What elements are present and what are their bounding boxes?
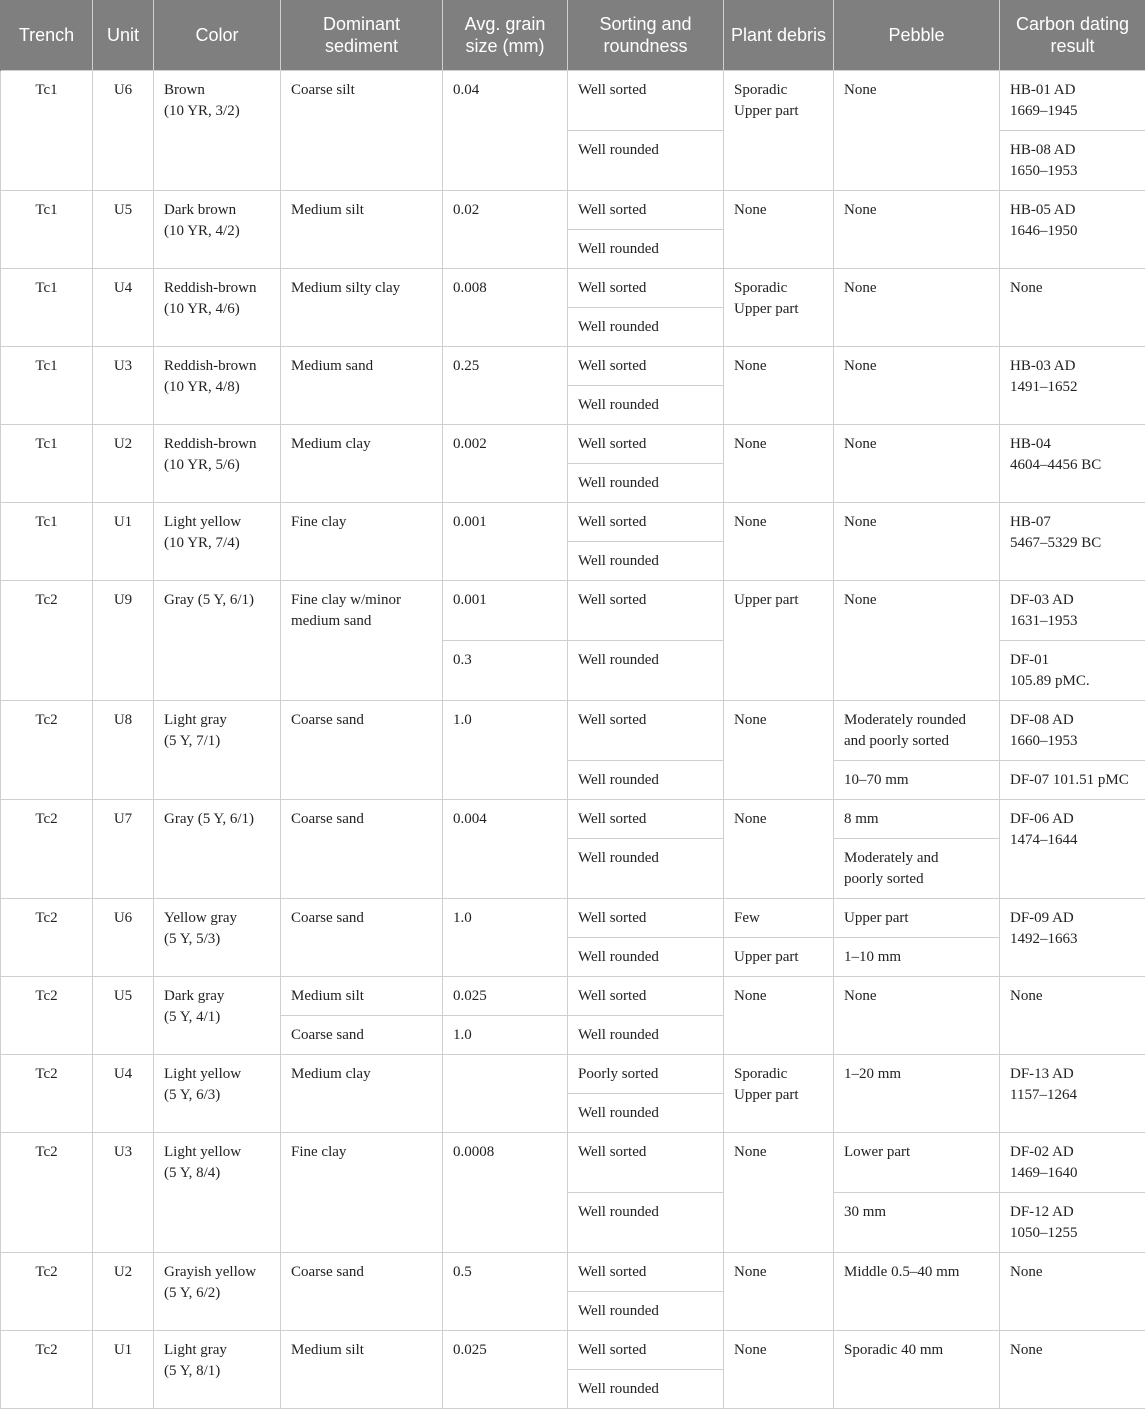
carbon-cell: DF-09 AD 1492–1663 bbox=[1000, 899, 1145, 977]
header-dominant-sediment: Dominant sediment bbox=[281, 0, 443, 71]
unit-cell: U3 bbox=[93, 1133, 154, 1253]
color-cell: Dark brown (10 YR, 4/2) bbox=[154, 191, 281, 269]
unit-cell: U8 bbox=[93, 701, 154, 800]
roundness-cell: Well rounded bbox=[568, 1016, 724, 1055]
table-row bbox=[1, 1253, 1145, 1292]
pebble-cell: Upper part bbox=[834, 899, 1000, 938]
pebble-cell: 1–10 mm bbox=[834, 938, 1000, 977]
pebble-cell: Middle 0.5–40 mm bbox=[834, 1253, 1000, 1331]
roundness-cell: Well rounded bbox=[568, 464, 724, 503]
sediment-cell: Medium clay bbox=[281, 425, 443, 503]
color-cell: Brown (10 YR, 3/2) bbox=[154, 71, 281, 191]
table-row bbox=[1, 1055, 1145, 1094]
table-row bbox=[1, 800, 1145, 839]
trench-cell: Tc1 bbox=[1, 191, 93, 269]
plant-debris-cell: None bbox=[724, 701, 834, 800]
trench-cell: Tc1 bbox=[1, 71, 93, 191]
sorting-cell: Well sorted bbox=[568, 977, 724, 1016]
plant-debris-cell: Sporadic Upper part bbox=[724, 269, 834, 347]
color-cell: Reddish-brown (10 YR, 4/8) bbox=[154, 347, 281, 425]
unit-cell: U2 bbox=[93, 425, 154, 503]
sediment-cell: Medium sand bbox=[281, 347, 443, 425]
pebble-cell: None bbox=[834, 503, 1000, 581]
sorting-cell: Well sorted bbox=[568, 269, 724, 308]
grain-size-cell: 0.001 bbox=[443, 581, 568, 641]
roundness-cell: Well rounded bbox=[568, 761, 724, 800]
trench-cell: Tc2 bbox=[1, 581, 93, 701]
roundness-cell: Well rounded bbox=[568, 641, 724, 701]
pebble-cell: None bbox=[834, 347, 1000, 425]
unit-cell: U7 bbox=[93, 800, 154, 899]
pebble-cell: Moderately and poorly sorted bbox=[834, 839, 1000, 899]
roundness-cell: Well rounded bbox=[568, 542, 724, 581]
grain-size-cell: 0.3 bbox=[443, 641, 568, 701]
pebble-cell: None bbox=[834, 977, 1000, 1055]
pebble-cell: None bbox=[834, 191, 1000, 269]
roundness-cell: Well rounded bbox=[568, 308, 724, 347]
plant-debris-cell: Sporadic Upper part bbox=[724, 71, 834, 191]
sediment-cell: Medium silt bbox=[281, 977, 443, 1016]
trench-cell: Tc2 bbox=[1, 977, 93, 1055]
plant-debris-cell: None bbox=[724, 347, 834, 425]
plant-debris-cell: None bbox=[724, 977, 834, 1055]
table-row bbox=[1, 1133, 1145, 1193]
grain-size-cell: 0.5 bbox=[443, 1253, 568, 1331]
pebble-cell: None bbox=[834, 269, 1000, 347]
sediment-cell: Coarse sand bbox=[281, 800, 443, 899]
plant-debris-cell: None bbox=[724, 800, 834, 899]
plant-debris-cell: Few bbox=[724, 899, 834, 938]
grain-size-cell: 0.04 bbox=[443, 71, 568, 191]
color-cell: Reddish-brown (10 YR, 4/6) bbox=[154, 269, 281, 347]
roundness-cell: Well rounded bbox=[568, 131, 724, 191]
table-row bbox=[1, 1331, 1145, 1370]
unit-cell: U2 bbox=[93, 1253, 154, 1331]
color-cell: Dark gray (5 Y, 4/1) bbox=[154, 977, 281, 1055]
pebble-cell: None bbox=[834, 581, 1000, 701]
pebble-cell: None bbox=[834, 71, 1000, 191]
header-row bbox=[1, 0, 1145, 71]
plant-debris-cell: None bbox=[724, 425, 834, 503]
carbon-cell: HB-05 AD 1646–1950 bbox=[1000, 191, 1145, 269]
trench-cell: Tc2 bbox=[1, 800, 93, 899]
plant-debris-cell: Sporadic Upper part bbox=[724, 1055, 834, 1133]
trench-cell: Tc2 bbox=[1, 1133, 93, 1253]
carbon-cell: DF-13 AD 1157–1264 bbox=[1000, 1055, 1145, 1133]
sorting-cell: Well sorted bbox=[568, 191, 724, 230]
unit-cell: U5 bbox=[93, 977, 154, 1055]
sorting-cell: Well sorted bbox=[568, 581, 724, 641]
table-row bbox=[1, 503, 1145, 542]
sorting-cell: Well sorted bbox=[568, 701, 724, 761]
color-cell: Grayish yellow (5 Y, 6/2) bbox=[154, 1253, 281, 1331]
carbon-cell: HB-03 AD 1491–1652 bbox=[1000, 347, 1145, 425]
roundness-cell: Well rounded bbox=[568, 938, 724, 977]
color-cell: Gray (5 Y, 6/1) bbox=[154, 581, 281, 701]
header-plant-debris: Plant debris bbox=[724, 0, 834, 71]
sorting-cell: Well sorted bbox=[568, 1133, 724, 1193]
table-row bbox=[1, 191, 1145, 230]
carbon-cell: None bbox=[1000, 977, 1145, 1055]
sorting-cell: Well sorted bbox=[568, 425, 724, 464]
carbon-cell: DF-12 AD 1050–1255 bbox=[1000, 1193, 1145, 1253]
sorting-cell: Well sorted bbox=[568, 503, 724, 542]
sorting-cell: Poorly sorted bbox=[568, 1055, 724, 1094]
plant-debris-cell: Upper part bbox=[724, 938, 834, 977]
roundness-cell: Well rounded bbox=[568, 1292, 724, 1331]
sorting-cell: Well sorted bbox=[568, 800, 724, 839]
unit-cell: U6 bbox=[93, 71, 154, 191]
grain-size-cell: 1.0 bbox=[443, 701, 568, 800]
sorting-cell: Well sorted bbox=[568, 899, 724, 938]
sediment-cell: Coarse sand bbox=[281, 899, 443, 977]
roundness-cell: Well rounded bbox=[568, 230, 724, 269]
plant-debris-cell: None bbox=[724, 1331, 834, 1409]
roundness-cell: Well rounded bbox=[568, 1370, 724, 1409]
header-pebble: Pebble bbox=[834, 0, 1000, 71]
roundness-cell: Well rounded bbox=[568, 1193, 724, 1253]
sorting-cell: Well sorted bbox=[568, 347, 724, 386]
sediment-cell: Medium silt bbox=[281, 191, 443, 269]
trench-cell: Tc1 bbox=[1, 503, 93, 581]
sediment-cell: Fine clay bbox=[281, 1133, 443, 1253]
grain-size-cell: 0.025 bbox=[443, 977, 568, 1016]
grain-size-cell: 0.002 bbox=[443, 425, 568, 503]
pebble-cell: Lower part bbox=[834, 1133, 1000, 1193]
sediment-cell: Coarse sand bbox=[281, 701, 443, 800]
trench-cell: Tc1 bbox=[1, 425, 93, 503]
color-cell: Light gray (5 Y, 7/1) bbox=[154, 701, 281, 800]
grain-size-cell: 1.0 bbox=[443, 899, 568, 977]
pebble-cell: 1–20 mm bbox=[834, 1055, 1000, 1133]
carbon-cell: HB-01 AD 1669–1945 bbox=[1000, 71, 1145, 131]
unit-cell: U9 bbox=[93, 581, 154, 701]
grain-size-cell: 1.0 bbox=[443, 1016, 568, 1055]
roundness-cell: Well rounded bbox=[568, 839, 724, 899]
grain-size-cell: 0.004 bbox=[443, 800, 568, 899]
roundness-cell: Well rounded bbox=[568, 1094, 724, 1133]
sediment-cell: Coarse sand bbox=[281, 1253, 443, 1331]
carbon-cell: DF-06 AD 1474–1644 bbox=[1000, 800, 1145, 899]
pebble-cell: 10–70 mm bbox=[834, 761, 1000, 800]
color-cell: Light yellow (5 Y, 8/4) bbox=[154, 1133, 281, 1253]
grain-size-cell: 0.008 bbox=[443, 269, 568, 347]
carbon-cell: DF-07 101.51 pMC bbox=[1000, 761, 1145, 800]
plant-debris-cell: None bbox=[724, 503, 834, 581]
header-color: Color bbox=[154, 0, 281, 71]
sediment-cell: Coarse silt bbox=[281, 71, 443, 191]
trench-cell: Tc1 bbox=[1, 269, 93, 347]
grain-size-cell: 0.001 bbox=[443, 503, 568, 581]
trench-cell: Tc2 bbox=[1, 1253, 93, 1331]
pebble-cell: None bbox=[834, 425, 1000, 503]
unit-cell: U5 bbox=[93, 191, 154, 269]
color-cell: Light yellow (5 Y, 6/3) bbox=[154, 1055, 281, 1133]
header-sorting-roundness: Sorting and roundness bbox=[568, 0, 724, 71]
carbon-cell: DF-02 AD 1469–1640 bbox=[1000, 1133, 1145, 1193]
unit-cell: U1 bbox=[93, 1331, 154, 1409]
unit-cell: U4 bbox=[93, 269, 154, 347]
sorting-cell: Well sorted bbox=[568, 1253, 724, 1292]
carbon-cell: None bbox=[1000, 1331, 1145, 1409]
color-cell: Reddish-brown (10 YR, 5/6) bbox=[154, 425, 281, 503]
carbon-cell: None bbox=[1000, 269, 1145, 347]
sorting-cell: Well sorted bbox=[568, 71, 724, 131]
sediment-cell: Fine clay bbox=[281, 503, 443, 581]
sediment-cell: Fine clay w/minor medium sand bbox=[281, 581, 443, 701]
table-row bbox=[1, 977, 1145, 1016]
color-cell: Gray (5 Y, 6/1) bbox=[154, 800, 281, 899]
carbon-cell: None bbox=[1000, 1253, 1145, 1331]
trench-cell: Tc2 bbox=[1, 899, 93, 977]
table-row bbox=[1, 701, 1145, 761]
roundness-cell: Well rounded bbox=[568, 386, 724, 425]
color-cell: Yellow gray (5 Y, 5/3) bbox=[154, 899, 281, 977]
table-row bbox=[1, 269, 1145, 308]
grain-size-cell: 0.0008 bbox=[443, 1133, 568, 1253]
plant-debris-cell: None bbox=[724, 1133, 834, 1253]
grain-size-cell: 0.025 bbox=[443, 1331, 568, 1409]
unit-cell: U1 bbox=[93, 503, 154, 581]
carbon-cell: HB-07 5467–5329 BC bbox=[1000, 503, 1145, 581]
sorting-cell: Well sorted bbox=[568, 1331, 724, 1370]
table-row bbox=[1, 425, 1145, 464]
grain-size-cell: 0.02 bbox=[443, 191, 568, 269]
pebble-cell: 30 mm bbox=[834, 1193, 1000, 1253]
carbon-cell: HB-04 4604–4456 BC bbox=[1000, 425, 1145, 503]
table-row bbox=[1, 71, 1145, 131]
header-trench: Trench bbox=[1, 0, 93, 71]
header-grain-size: Avg. grain size (mm) bbox=[443, 0, 568, 71]
table-row bbox=[1, 347, 1145, 386]
carbon-cell: DF-01 105.89 pMC. bbox=[1000, 641, 1145, 701]
pebble-cell: 8 mm bbox=[834, 800, 1000, 839]
pebble-cell: Moderately rounded and poorly sorted bbox=[834, 701, 1000, 761]
carbon-cell: DF-03 AD 1631–1953 bbox=[1000, 581, 1145, 641]
unit-cell: U6 bbox=[93, 899, 154, 977]
color-cell: Light gray (5 Y, 8/1) bbox=[154, 1331, 281, 1409]
header-unit: Unit bbox=[93, 0, 154, 71]
trench-cell: Tc2 bbox=[1, 1055, 93, 1133]
table-row bbox=[1, 581, 1145, 641]
carbon-cell: HB-08 AD 1650–1953 bbox=[1000, 131, 1145, 191]
grain-size-cell: 0.25 bbox=[443, 347, 568, 425]
sediment-cell: Medium silty clay bbox=[281, 269, 443, 347]
unit-cell: U3 bbox=[93, 347, 154, 425]
plant-debris-cell: None bbox=[724, 191, 834, 269]
pebble-cell: Sporadic 40 mm bbox=[834, 1331, 1000, 1409]
grain-size-cell bbox=[443, 1055, 568, 1133]
carbon-cell: DF-08 AD 1660–1953 bbox=[1000, 701, 1145, 761]
table-row bbox=[1, 899, 1145, 938]
plant-debris-cell: Upper part bbox=[724, 581, 834, 701]
sediment-cell: Coarse sand bbox=[281, 1016, 443, 1055]
unit-cell: U4 bbox=[93, 1055, 154, 1133]
sediment-cell: Medium silt bbox=[281, 1331, 443, 1409]
plant-debris-cell: None bbox=[724, 1253, 834, 1331]
header-carbon-dating: Carbon dating result bbox=[1000, 0, 1145, 71]
sediment-cell: Medium clay bbox=[281, 1055, 443, 1133]
trench-cell: Tc1 bbox=[1, 347, 93, 425]
trench-cell: Tc2 bbox=[1, 1331, 93, 1409]
trench-cell: Tc2 bbox=[1, 701, 93, 800]
color-cell: Light yellow (10 YR, 7/4) bbox=[154, 503, 281, 581]
